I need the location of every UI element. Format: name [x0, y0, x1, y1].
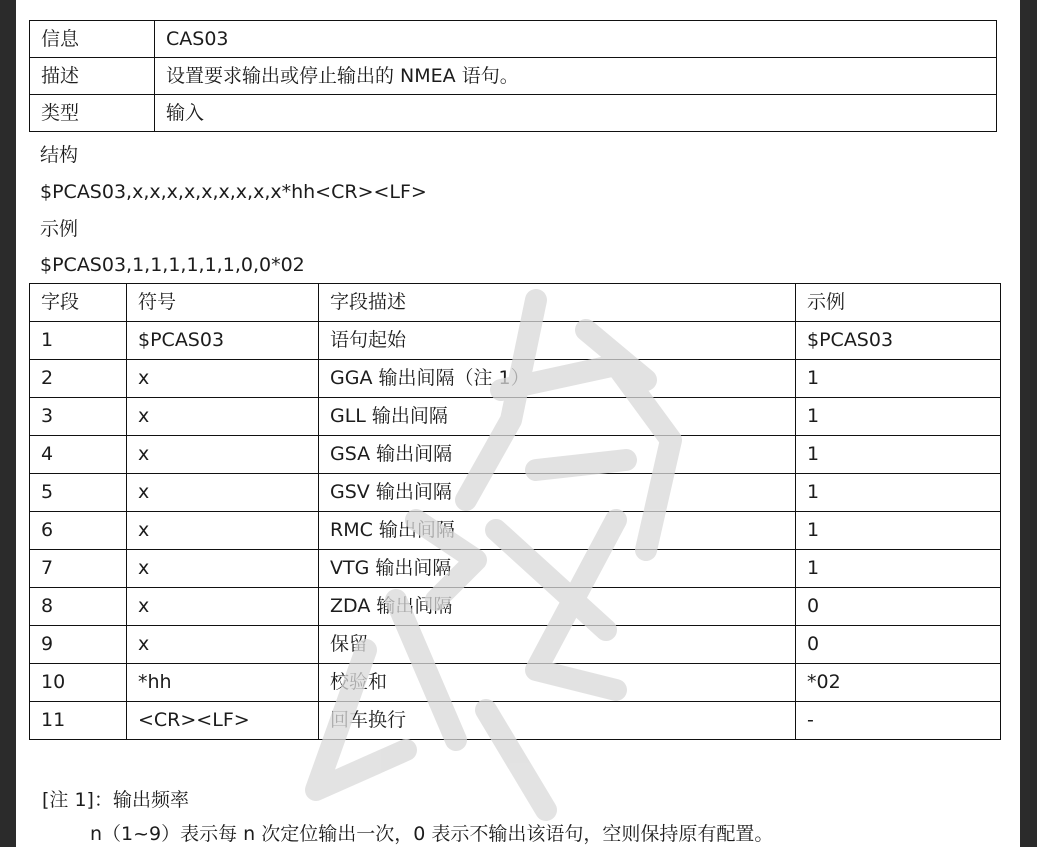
- example-cell: 1: [796, 398, 1001, 436]
- field-index-cell: 6: [30, 512, 127, 550]
- field-index-cell: 3: [30, 398, 127, 436]
- field-index-cell: 4: [30, 436, 127, 474]
- info-value-cell: 输入: [155, 95, 997, 132]
- column-header: 符号: [127, 284, 319, 322]
- field-index-cell: 8: [30, 588, 127, 626]
- example-text: $PCAS03,1,1,1,1,1,1,0,0*02: [40, 254, 305, 276]
- info-value-cell: CAS03: [155, 21, 997, 58]
- info-label-cell: 描述: [30, 58, 155, 95]
- description-cell: 语句起始: [319, 322, 796, 360]
- table-row: [30, 398, 1001, 436]
- symbol-cell: $PCAS03: [127, 322, 319, 360]
- info-value-cell: 设置要求输出或停止输出的 NMEA 语句。: [155, 58, 997, 95]
- field-index-cell: 1: [30, 322, 127, 360]
- table-row: [30, 512, 1001, 550]
- info-row: [30, 58, 997, 95]
- symbol-cell: x: [127, 550, 319, 588]
- document-page: [16, 0, 1020, 847]
- description-cell: GGA 输出间隔（注 1）: [319, 360, 796, 398]
- info-label-cell: 信息: [30, 21, 155, 58]
- table-row: [30, 436, 1001, 474]
- example-cell: $PCAS03: [796, 322, 1001, 360]
- table-row: [30, 588, 1001, 626]
- symbol-cell: x: [127, 512, 319, 550]
- example-heading: 示例: [40, 218, 79, 240]
- fields-table: [29, 283, 1001, 740]
- example-cell: 1: [796, 474, 1001, 512]
- field-index-cell: 9: [30, 626, 127, 664]
- description-cell: 校验和: [319, 664, 796, 702]
- column-header: 字段: [30, 284, 127, 322]
- structure-syntax: $PCAS03,x,x,x,x,x,x,x,x,x*hh<CR><LF>: [40, 181, 427, 203]
- table-row: [30, 360, 1001, 398]
- example-cell: 0: [796, 588, 1001, 626]
- symbol-cell: <CR><LF>: [127, 702, 319, 740]
- header-row: [30, 284, 1001, 322]
- example-cell: 1: [796, 512, 1001, 550]
- description-cell: GSA 输出间隔: [319, 436, 796, 474]
- example-cell: *02: [796, 664, 1001, 702]
- field-index-cell: 10: [30, 664, 127, 702]
- description-cell: 保留: [319, 626, 796, 664]
- fields-table-header: [30, 284, 1001, 322]
- field-index-cell: 2: [30, 360, 127, 398]
- symbol-cell: *hh: [127, 664, 319, 702]
- field-index-cell: 5: [30, 474, 127, 512]
- description-cell: GLL 输出间隔: [319, 398, 796, 436]
- structure-heading: 结构: [40, 144, 79, 166]
- info-label-cell: 类型: [30, 95, 155, 132]
- table-row: [30, 474, 1001, 512]
- note-title: [注 1]：输出频率: [42, 789, 189, 811]
- column-header: 字段描述: [319, 284, 796, 322]
- example-cell: 1: [796, 360, 1001, 398]
- table-row: [30, 322, 1001, 360]
- example-cell: 1: [796, 436, 1001, 474]
- fields-table-body: [30, 322, 1001, 740]
- note-text: n（1~9）表示每 n 次定位输出一次，0 表示不输出该语句，空则保持原有配置。: [90, 823, 774, 845]
- table-row: [30, 702, 1001, 740]
- field-index-cell: 7: [30, 550, 127, 588]
- symbol-cell: x: [127, 588, 319, 626]
- info-table: [29, 20, 997, 132]
- symbol-cell: x: [127, 626, 319, 664]
- description-cell: RMC 输出间隔: [319, 512, 796, 550]
- example-cell: -: [796, 702, 1001, 740]
- symbol-cell: x: [127, 360, 319, 398]
- info-table-body: [30, 21, 997, 132]
- example-cell: 0: [796, 626, 1001, 664]
- table-row: [30, 664, 1001, 702]
- example-cell: 1: [796, 550, 1001, 588]
- table-row: [30, 626, 1001, 664]
- info-row: [30, 21, 997, 58]
- description-cell: ZDA 输出间隔: [319, 588, 796, 626]
- symbol-cell: x: [127, 474, 319, 512]
- symbol-cell: x: [127, 436, 319, 474]
- description-cell: 回车换行: [319, 702, 796, 740]
- info-row: [30, 95, 997, 132]
- column-header: 示例: [796, 284, 1001, 322]
- field-index-cell: 11: [30, 702, 127, 740]
- table-row: [30, 550, 1001, 588]
- symbol-cell: x: [127, 398, 319, 436]
- description-cell: GSV 输出间隔: [319, 474, 796, 512]
- description-cell: VTG 输出间隔: [319, 550, 796, 588]
